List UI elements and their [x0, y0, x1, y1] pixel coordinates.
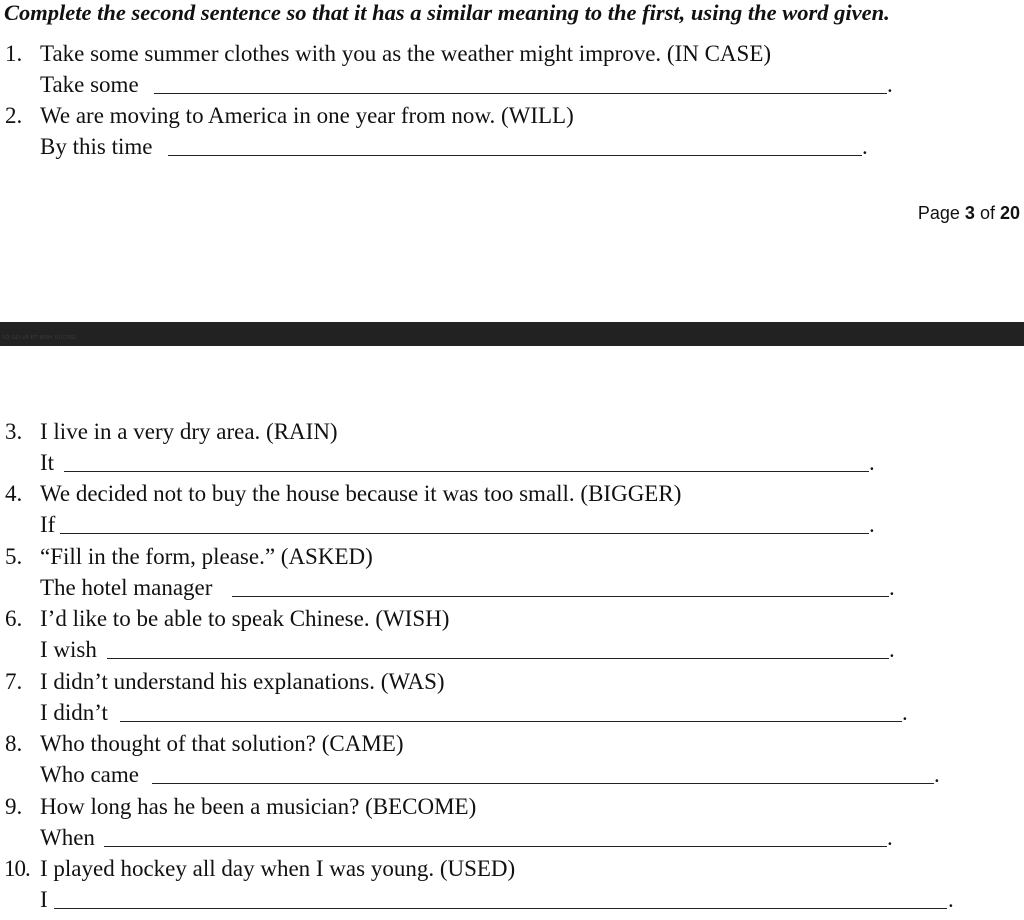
answer-period: . — [887, 825, 893, 850]
answer-period: . — [869, 512, 875, 537]
answer-starter: I — [40, 887, 48, 912]
question-prompt: I’d like to be able to speak Chinese. (WISH) — [40, 606, 450, 631]
answer-blank[interactable] — [152, 783, 934, 784]
question-prompt: I live in a very dry area. (RAIN) — [40, 419, 338, 444]
answer-period: . — [862, 134, 868, 159]
question-number: 6. — [5, 606, 23, 631]
answer-starter: I didn’t — [40, 700, 108, 725]
question-prompt: I didn’t understand his explanations. (WAS) — [40, 669, 445, 694]
question-prompt: We are moving to America in one year from now. (WILL) — [40, 103, 574, 128]
answer-blank[interactable] — [60, 533, 869, 534]
question-number: 5. — [5, 544, 23, 569]
answer-blank[interactable] — [54, 908, 947, 909]
answer-blank[interactable] — [154, 93, 887, 94]
answer-starter: If — [40, 512, 56, 537]
answer-starter: Take some — [40, 72, 139, 97]
answer-starter: When — [40, 825, 95, 850]
instructions-heading: Complete the second sentence so that it has a similar meaning to the first, using the word given. — [4, 0, 890, 25]
question-item — [0, 478, 1024, 540]
page-number: Page 3 of 20 — [917, 203, 1020, 223]
answer-period: . — [902, 700, 908, 725]
question-item — [0, 603, 1024, 665]
answer-blank[interactable] — [232, 596, 889, 597]
question-prompt: Take some summer clothes with you as the weather might improve. (IN CASE) — [40, 41, 772, 66]
question-item — [0, 728, 1024, 790]
answer-period: . — [869, 450, 875, 475]
question-prompt: We decided not to buy the house because it was too small. (BIGGER) — [40, 481, 682, 506]
question-item — [0, 791, 1024, 853]
answer-blank[interactable] — [107, 658, 889, 659]
answer-starter: Who came — [40, 762, 139, 787]
answer-blank[interactable] — [104, 846, 887, 847]
answer-period: . — [887, 72, 893, 97]
question-number: 3. — [5, 419, 23, 444]
question-number: 7. — [5, 669, 23, 694]
answer-period: . — [889, 575, 895, 600]
question-number: 4. — [5, 481, 23, 506]
question-number: 1. — [5, 41, 23, 66]
question-number: 9. — [5, 794, 23, 819]
question-item — [0, 416, 1024, 478]
page-separator-bar — [0, 322, 1024, 346]
question-number: 10. — [4, 856, 30, 881]
answer-starter: The hotel manager — [40, 575, 213, 600]
question-prompt: I played hockey all day when I was young. (USED) — [40, 856, 516, 881]
question-item — [0, 666, 1024, 728]
question-number: 2. — [5, 103, 23, 128]
question-item — [0, 38, 1024, 100]
answer-starter: By this time — [40, 134, 153, 159]
answer-blank[interactable] — [64, 471, 869, 472]
question-number: 8. — [5, 731, 23, 756]
question-prompt: “Fill in the form, please.” (ASKED) — [40, 544, 373, 569]
answer-period: . — [948, 887, 954, 912]
question-prompt: How long has he been a musician? (BECOME) — [40, 794, 477, 819]
answer-period: . — [934, 762, 940, 787]
bar-footer-text: SỞ GD VÀ ĐT BÌNH DƯƠNG — [2, 335, 76, 341]
question-item — [0, 100, 1024, 162]
question-item — [0, 541, 1024, 603]
answer-starter: I wish — [40, 637, 97, 662]
answer-starter: It — [40, 450, 55, 475]
answer-blank[interactable] — [168, 155, 862, 156]
answer-blank[interactable] — [120, 721, 902, 722]
question-item — [0, 853, 1024, 915]
question-prompt: Who thought of that solution? (CAME) — [40, 731, 404, 756]
answer-period: . — [889, 637, 895, 662]
